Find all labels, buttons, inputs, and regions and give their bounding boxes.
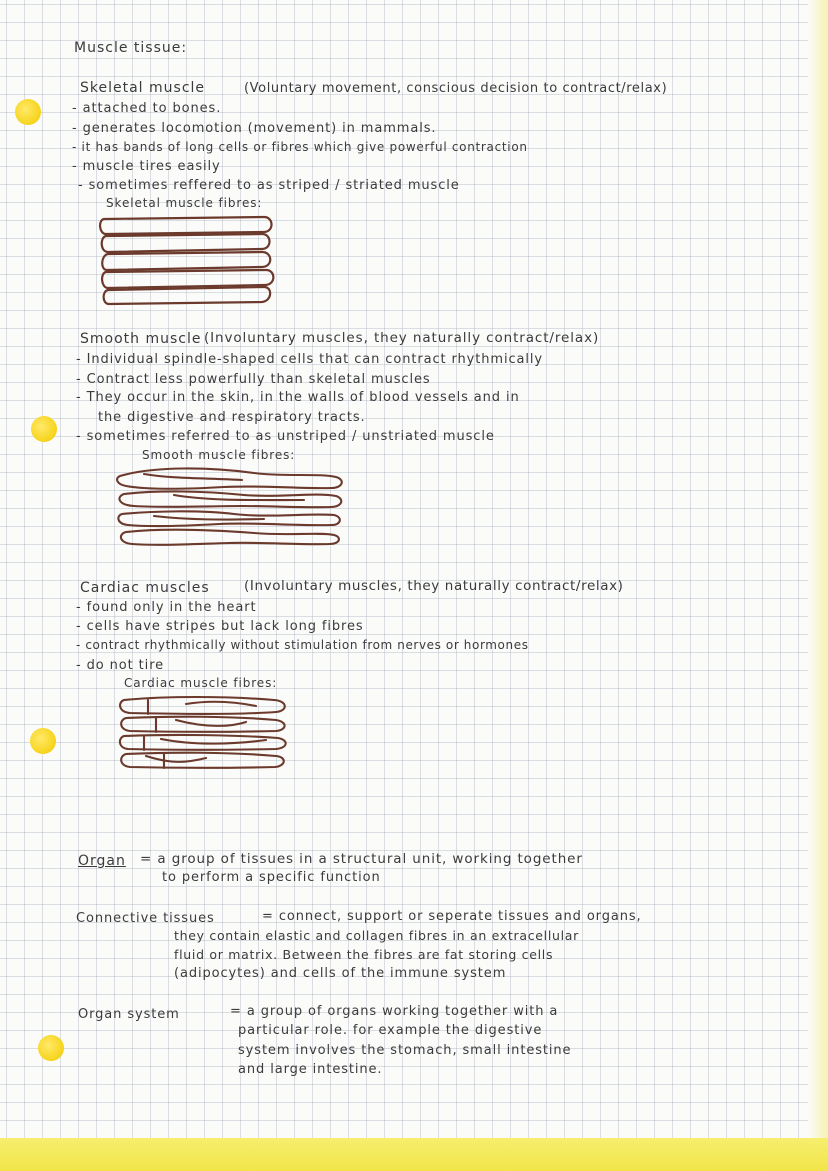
connective-definition: fluid or matrix. Between the fibres are fat storing cells	[174, 947, 554, 962]
smooth-point: - Contract less powerfully than skeletal muscles	[76, 372, 431, 387]
organ-system-definition: = a group of organs working together with a	[230, 1004, 559, 1019]
organ-system-definition: particular role. for example the digestive	[238, 1023, 543, 1038]
cardiac-point: - cells have stripes but lack long fibres	[76, 619, 364, 634]
page-title: Muscle tissue:	[74, 40, 188, 56]
cardiac-point: - do not tire	[76, 658, 165, 673]
skeletal-point: - sometimes reffered to as striped / striated muscle	[78, 178, 460, 193]
smooth-heading: Smooth muscle	[80, 331, 202, 347]
connective-definition: (adipocytes) and cells of the immune system	[174, 966, 507, 981]
skeletal-point: - attached to bones.	[72, 101, 222, 116]
cardiac-point: - found only in the heart	[76, 600, 257, 615]
cardiac-diagram-label: Cardiac muscle fibres:	[124, 676, 278, 690]
skeletal-heading: Skeletal muscle	[80, 80, 206, 96]
organ-definition: = a group of tissues in a structural unit, working together	[140, 851, 583, 867]
skeletal-point: - muscle tires easily	[72, 159, 221, 174]
cardiac-heading: Cardiac muscles	[80, 580, 210, 596]
skeletal-heading-note: (Voluntary movement, conscious decision to contract/relax)	[244, 81, 668, 96]
binder-hole-icon	[15, 99, 41, 125]
binder-hole-icon	[31, 416, 57, 442]
smooth-point: - sometimes referred to as unstriped / unstriated muscle	[76, 429, 495, 444]
smooth-heading-note: (Involuntary muscles, they naturally contract/relax)	[204, 330, 600, 346]
skeletal-point: - it has bands of long cells or fibres which give powerful contraction	[72, 140, 528, 154]
organ-definition: to perform a specific function	[162, 870, 381, 885]
cardiac-point: - contract rhythmically without stimulation from nerves or hormones	[76, 638, 529, 652]
connective-definition: = connect, support or seperate tissues and organs,	[262, 909, 642, 924]
connective-definition: they contain elastic and collagen fibres in an extracellular	[174, 928, 579, 943]
smooth-point: - Individual spindle-shaped cells that can contract rhythmically	[76, 352, 544, 367]
skeletal-diagram-label: Skeletal muscle fibres:	[106, 196, 263, 210]
binder-hole-icon	[30, 728, 56, 754]
smooth-point: - They occur in the skin, in the walls of blood vessels and in	[76, 390, 520, 405]
connective-term: Connective tissues	[76, 911, 215, 926]
organ-system-definition: system involves the stomach, small intestine	[238, 1043, 572, 1058]
cardiac-heading-note: (Involuntary muscles, they naturally contract/relax)	[244, 578, 624, 594]
page-edge	[808, 0, 828, 1171]
smooth-muscle-diagram	[114, 464, 346, 550]
organ-system-definition: and large intestine.	[238, 1062, 383, 1077]
skeletal-point: - generates locomotion (movement) in mammals.	[72, 121, 437, 136]
organ-term: Organ	[78, 853, 126, 869]
binder-hole-icon	[38, 1035, 64, 1061]
highlighter-strip	[0, 1138, 828, 1171]
skeletal-muscle-diagram	[96, 215, 281, 307]
cardiac-muscle-diagram	[116, 694, 296, 780]
smooth-point: the digestive and respiratory tracts.	[98, 410, 366, 425]
smooth-diagram-label: Smooth muscle fibres:	[142, 448, 296, 462]
organ-system-term: Organ system	[78, 1007, 180, 1022]
